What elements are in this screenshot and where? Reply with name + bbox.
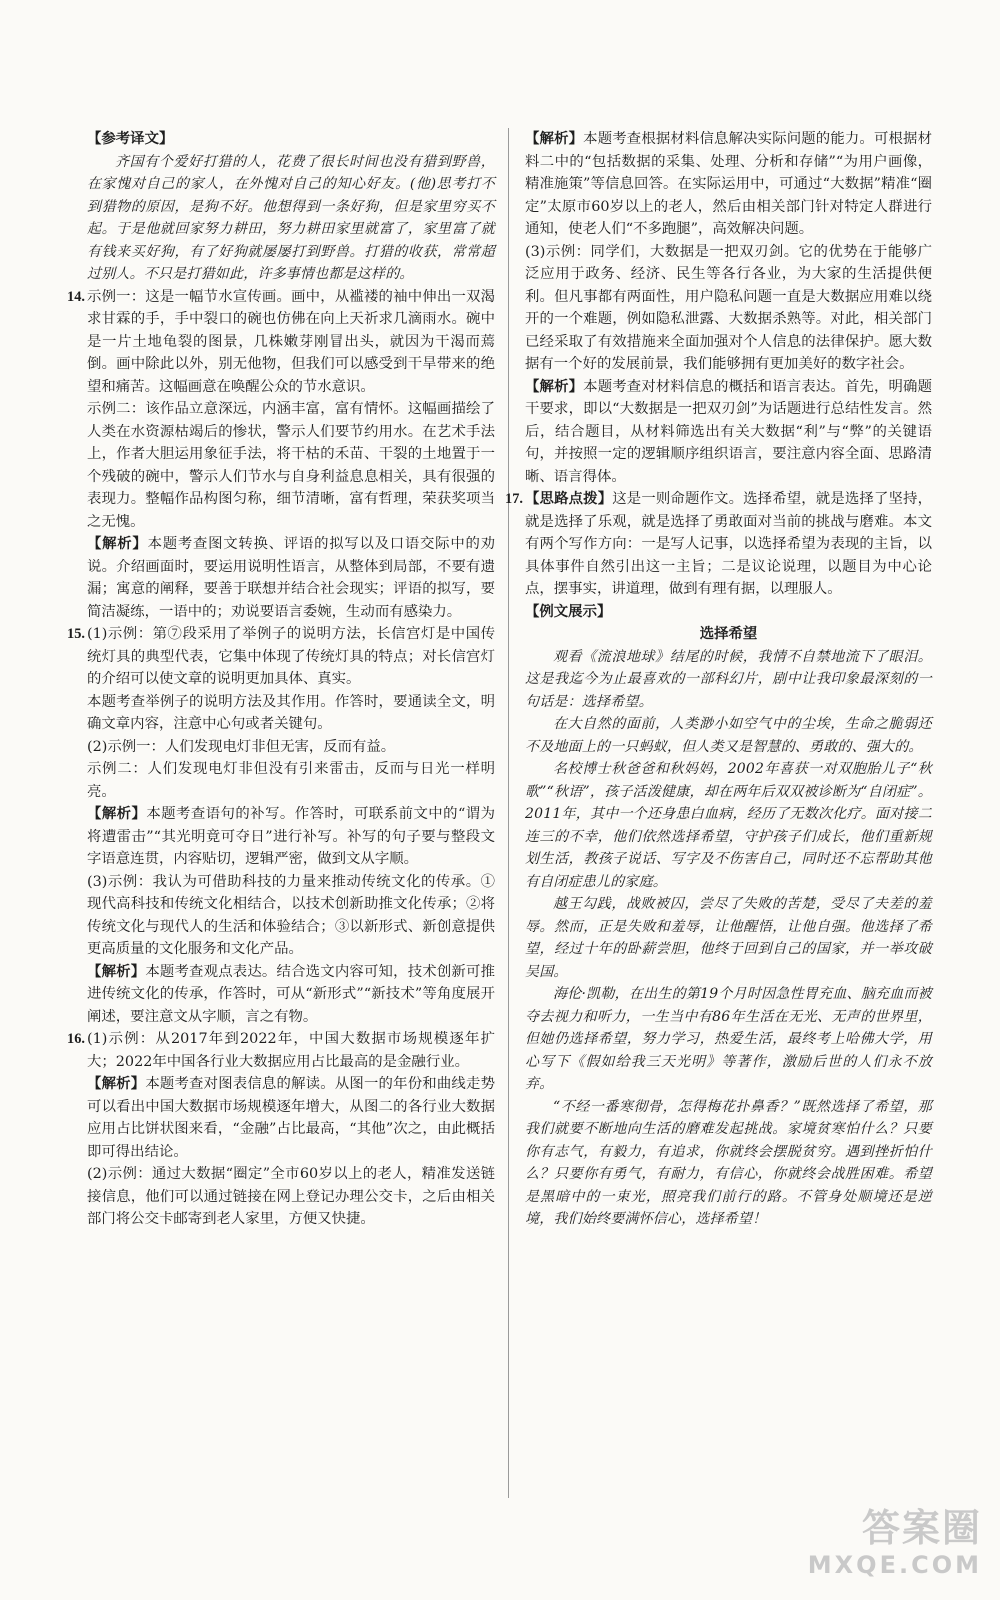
ref-translation-heading: 【参考译文】 — [87, 131, 174, 147]
analysis-text: 本题考查观点表达。结合选文内容可知，技术创新可推进传统文化的传承，作答时，可从“新形式”“新技术”等角度展开阐述，要注意文从字顺，言之有物。 — [87, 963, 495, 1025]
essay-paragraph: 越王勾践，战败被囚，尝尽了失败的苦楚，受尽了夫差的羞辱。然而，正是失败和羞辱，让他醒悟，让他自强。他选择了希望，经过十年的卧薪尝胆，他终于回到自己的国家，并一举攻破吴国。 — [525, 896, 932, 980]
q16-part2-analysis — [525, 128, 932, 241]
essay-paragraph: 名校博士秋爸爸和秋妈妈，2002年喜获一对双胞胎儿子“秋歌”“秋语”，孩子活泼健康，却在两年后双双被诊断为“自闭症”。2011年，其中一个还身患白血病，经历了无数次化疗。面对接二连三的不幸，他们依然选择希望，守护孩子们成长，他们重新规划生活，教孩子说话、写字及不伤害自己，同时还不忘帮助其他有自闭症患儿的家庭。 — [525, 761, 932, 890]
ref-translation-text: 齐国有个爱好打猎的人，花费了很长时间也没有猎到野兽，在家愧对自己的家人，在外愧对自己的知心好友。(他)思考打不到猎物的原因，是狗不好。他想得到一条好狗，但是家里穷买不起。于是他就回家努力耕田，努力耕田家里就富了，家里富了就有钱来买好狗，有了好狗就屡屡打到野兽。打猎的收获，常常超过别人。不只是打猎如此，许多事情也都是这样的。 — [87, 153, 495, 282]
analysis-tag: 【解析】 — [87, 536, 148, 552]
essay-paragraph: 观看《流浪地球》结尾的时候，我情不自禁地流下了眼泪。这是我迄今为止最喜欢的一部科幻片，剧中让我印象最深刻的一句话是：选择希望。 — [525, 648, 932, 710]
essay-paragraph: 在大自然的面前，人类渺小如空气中的尘埃，生命之脆弱还不及地面上的一只蚂蚁，但人类又是智慧的、勇敢的、强大的。 — [525, 716, 932, 755]
question-number: 16. — [67, 1031, 85, 1047]
analysis-text: 本题考查根据材料信息解决实际问题的能力。可根据材料二中的“包括数据的采集、处理、分析和存储”“为用户画像，精准施策”等信息回答。在实际运用中，可通过“大数据”精准“圈定”太原市60岁以上的老人，然后由相关部门针对特定人群进行通知，使老人们“不多跑腿”，高效解决问题。 — [525, 131, 932, 237]
analysis-tag: 【解析】 — [525, 131, 584, 147]
q16-part2: (2)示例：通过大数据“圈定”全市60岁以上的老人，精准发送链接信息，他们可以通过链接在网上登记办理公交卡，之后由相关部门将公交卡邮寄到老人家里，方便又快捷。 — [87, 1166, 495, 1227]
analysis-text: 本题考查语句的补写。作答时，可联系前文中的“谓为将遭雷击”“其光明竟可夺日”进行补写。补写的句子要与整段文字语意连贯，内容贴切，逻辑严密，做到文从字顺。 — [87, 806, 495, 867]
q16-part3: (3)示例：同学们，大数据是一把双刃剑。它的优势在于能够广泛应用于政务、经济、民生等各行各业，为大家的生活提供便利。但凡事都有两面性，用户隐私问题一直是大数据应用难以绕开的一个难题，例如隐私泄露、大数据杀熟等。对此，相关部门已经采取了有效措施来全面加强对个人信息的法律保护。愿大数据有一个好的发展前景，我们能够拥有更加美好的数字社会。 — [525, 243, 932, 372]
question-14 — [67, 286, 495, 624]
left-column — [67, 128, 495, 1231]
essay-paragraph: “不经一番寒彻骨，怎得梅花扑鼻香？”既然选择了希望，那我们就要不断地向生活的磨难发起挑战。家境贫寒怕什么？只要你有志气，有毅力，有追求，你就终会摆脱贫穷。遇到挫折怕什么？只要你有勇气，有耐力，有信心，你就终会战胜困难。希望是黑暗中的一束光，照亮我们前行的路。不管身处顺境还是逆境，我们始终要满怀信心，选择希望！ — [525, 1098, 932, 1227]
q15-part2-analysis — [87, 803, 495, 871]
q15-part2-example2: 示例二：人们发现电灯非但没有引来雷击，反而与日光一样明亮。 — [87, 761, 495, 800]
example-essay-heading: 【例文展示】 — [525, 603, 612, 620]
question-16 — [67, 1028, 495, 1231]
q15-part1: (1)示例：第⑦段采用了举例子的说明方法，长信宫灯是中国传统灯具的典型代表，它集中体现了传统灯具的特点；对长信宫灯的介绍可以使文章的说明更加具体、真实。 — [87, 626, 495, 687]
q14-example-2: 示例二：该作品立意深远，内涵丰富，富有情怀。这幅画描绘了人类在水资源枯竭后的惨状，警示人们要节约用水。在艺术手法上，作者大胆运用象征手法，将干枯的禾苗、干裂的土地置于一个残破的碗中，警示人们节水与自身利益息息相关，具有很强的表现力。整幅作品构图匀称，细节清晰，富有哲理，荣获奖项当之无愧。 — [87, 401, 495, 530]
site-watermark — [782, 1506, 982, 1590]
approach-tag: 【思路点拨】 — [525, 491, 613, 507]
analysis-text: 本题考查图文转换、评语的拟写以及口语交际中的劝说。介绍画面时，要运用说明性语言，从整体到局部，不要有遗漏；寓意的阐释，要善于联想并结合社会现实；评语的拟写，要简洁凝练，一语中的；劝说要语言委婉，生动而有感染力。 — [87, 536, 495, 620]
question-number: 14. — [67, 288, 85, 305]
q15-part2-example1: (2)示例一：人们发现电灯非但无害，反而有益。 — [87, 738, 396, 755]
q14-example-1: 示例一：这是一幅节水宣传画。画中，从褴褛的袖中伸出一双渴求甘霖的手，手中裂口的碗也仿佛在向上天祈求几滴雨水。碗中是一片土地龟裂的图景，几株嫩芽刚冒出头，就因为干渴而蔫倒。画中除此以外，别无他物，但我们可以感受到干旱带来的绝望和痛苦。这幅画意在唤醒公众的节水意识。 — [87, 288, 495, 395]
right-column — [505, 128, 932, 1231]
question-17 — [505, 488, 932, 601]
question-number: 15. — [67, 626, 85, 642]
q14-analysis — [87, 533, 495, 623]
column-divider — [508, 128, 509, 1498]
q15-part1-note: 本题考查举例子的说明方法及其作用。作答时，要通读全文，明确文章内容，注意中心句或者关键句。 — [87, 693, 495, 732]
question-15 — [67, 623, 495, 1028]
analysis-text: 本题考查对图表信息的解读。从图一的年份和曲线走势可以看出中国大数据市场规模逐年增大，从图二的各行业大数据应用占比饼状图来看，“金融”占比最高，“其他”次之，由此概括即可得出结论。 — [87, 1076, 495, 1160]
analysis-tag: 【解析】 — [87, 806, 147, 822]
analysis-text: 本题考查对材料信息的概括和语言表达。首先，明确题干要求，即以“大数据是一把双刃剑”为话题进行总结性发言。然后，结合题目，从材料筛选出有关大数据“利”与“弊”的关键语句，并按照一定的逻辑顺序组织语言，要注意内容全面、思路清晰、语言得体。 — [525, 378, 932, 485]
q16-part3-analysis — [525, 376, 932, 489]
watermark-chinese: 答案圈 — [861, 1506, 982, 1550]
essay-paragraph: 海伦·凯勒，在出生的第19个月时因急性胃充血、脑充血而被夺去视力和听力，一生当中有86年生活在无光、无声的世界里，但她仍选择希望，努力学习，热爱生活，最终考上哈佛大学，用心写下《假如给我三天光明》等著作，激励后世的人们永不放弃。 — [525, 986, 932, 1092]
q16-part1: (1)示例：从2017年到2022年，中国大数据市场规模逐年扩大；2022年中国各行业大数据应用占比最高的是金融行业。 — [87, 1031, 495, 1070]
approach-text: 这是一则命题作文。选择希望，就是选择了坚持，就是选择了乐观，就是选择了勇敢面对当前的挑战与磨难。本文有两个写作方向：一是写人记事，以选择希望为表现的主旨，以具体事件自然引出这一主旨；二是议论说理，以题目为中心论点，摆事实，讲道理，做到有理有据，以理服人。 — [525, 491, 932, 597]
watermark-domain: MXQE.COM — [807, 1551, 982, 1579]
q15-part3-analysis — [87, 961, 495, 1029]
analysis-tag: 【解析】 — [87, 963, 146, 980]
q17-approach — [525, 488, 932, 601]
q16-part1-analysis — [87, 1073, 495, 1163]
q15-part3: (3)示例：我认为可借助科技的力量来推动传统文化的传承。①现代高科技和传统文化相结合，以技术创新助推文化传承；②将传统文化与现代人的生活和体验结合；③以新形式、新创意提供更高质量的文化服务和文化产品。 — [87, 873, 495, 957]
analysis-tag: 【解析】 — [525, 378, 584, 395]
essay-title: 选择希望 — [699, 626, 758, 642]
analysis-tag: 【解析】 — [87, 1076, 146, 1092]
question-number: 17. — [505, 491, 523, 507]
